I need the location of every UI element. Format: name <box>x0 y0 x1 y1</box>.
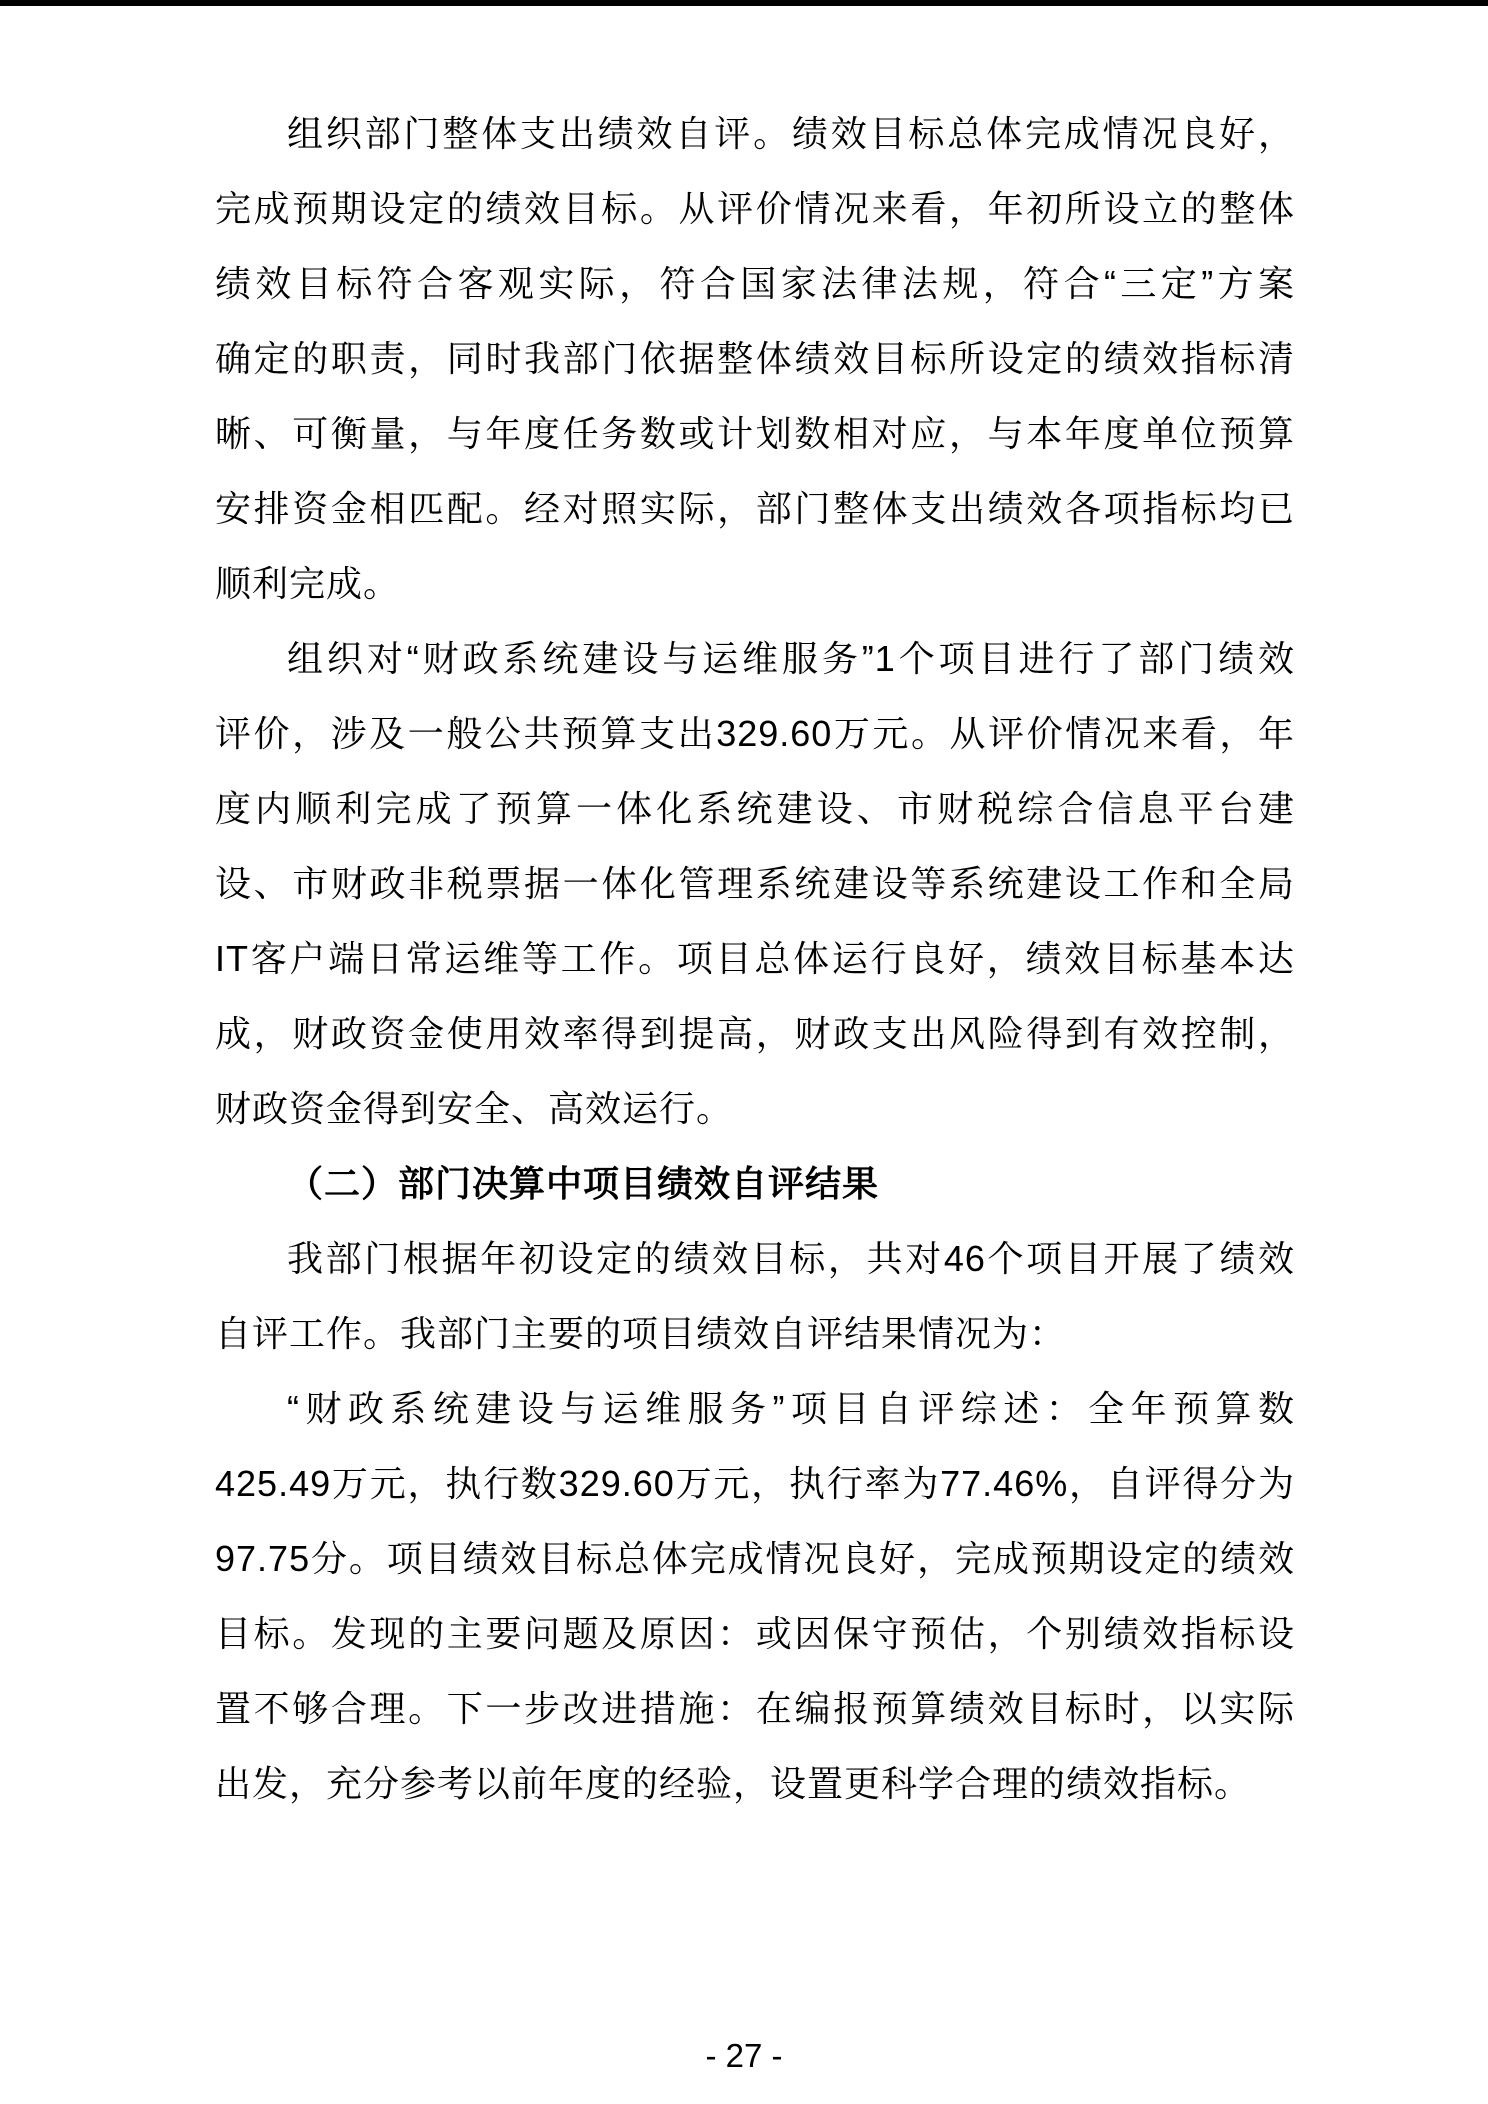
text-line: “财政系统建设与运维服务”项目自评综述：全年预算数 <box>287 1388 1295 1429</box>
text-line: 评价，涉及一般公共预算支出329.60万元。从评价情况来看，年 <box>215 713 1295 754</box>
text-line: 置不够合理。下一步改进措施：在编报预算绩效目标时，以实际 <box>215 1688 1295 1729</box>
text-line: 度内顺利完成了预算一体化系统建设、市财税综合信息平台建 <box>215 788 1295 829</box>
text-line: 目标。发现的主要问题及原因：或因保守预估，个别绩效指标设 <box>215 1613 1295 1654</box>
text-line: 绩效目标符合客观实际，符合国家法律法规，符合“三定”方案 <box>215 263 1295 304</box>
text-line: 出发，充分参考以前年度的经验，设置更科学合理的绩效指标。 <box>215 1763 1252 1804</box>
paragraph <box>215 621 1295 1146</box>
document-text-body <box>215 96 1295 1821</box>
text-line: 财政资金得到安全、高效运行。 <box>215 1088 734 1129</box>
text-line: 我部门根据年初设定的绩效目标，共对46个项目开展了绩效 <box>287 1238 1295 1279</box>
text-line: 完成预期设定的绩效目标。从评价情况来看，年初所设立的整体 <box>215 188 1295 229</box>
text-line: 425.49万元，执行数329.60万元，执行率为77.46%，自评得分为 <box>215 1463 1295 1504</box>
text-line: IT客户端日常运维等工作。项目总体运行良好，绩效目标基本达 <box>215 938 1295 979</box>
text-line: 晰、可衡量，与年度任务数或计划数相对应，与本年度单位预算 <box>215 413 1295 454</box>
section-heading <box>215 1146 1295 1221</box>
text-line: 确定的职责，同时我部门依据整体绩效目标所设定的绩效指标清 <box>215 338 1295 379</box>
paragraph <box>215 96 1295 621</box>
text-line: 组织对“财政系统建设与运维服务”1个项目进行了部门绩效 <box>287 638 1295 679</box>
text-line: 组织部门整体支出绩效自评。绩效目标总体完成情况良好， <box>287 113 1295 154</box>
text-line: 自评工作。我部门主要的项目绩效自评结果情况为： <box>215 1313 1067 1354</box>
page-number: - 27 - <box>705 2037 783 2074</box>
paragraph <box>215 1371 1295 1821</box>
paragraph <box>215 1221 1295 1371</box>
text-line: 安排资金相匹配。经对照实际，部门整体支出绩效各项指标均已 <box>215 488 1295 529</box>
scan-edge-artifact <box>0 0 1488 6</box>
heading-line: （二）部门决算中项目绩效自评结果 <box>287 1163 880 1204</box>
text-line: 成，财政资金使用效率得到提高，财政支出风险得到有效控制， <box>215 1013 1295 1054</box>
text-line: 设、市财政非税票据一体化管理系统建设等系统建设工作和全局 <box>215 863 1295 904</box>
text-line: 97.75分。项目绩效目标总体完成情况良好，完成预期设定的绩效 <box>215 1538 1295 1579</box>
text-line: 顺利完成。 <box>215 563 401 604</box>
